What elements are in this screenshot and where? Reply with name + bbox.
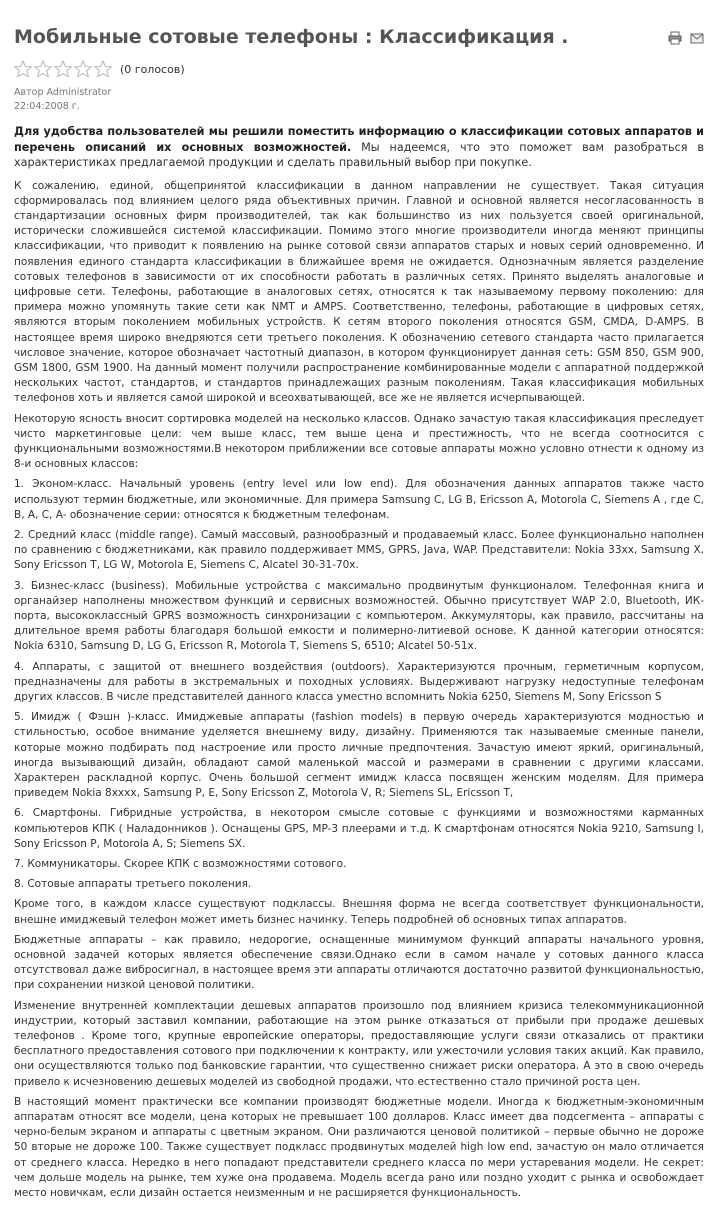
paragraph: Некоторую ясность вносит сортировка моделей на несколько классов. Однако зачастую такая классификация преследует чисто маркетинговые цели: чем выше класс, тем выше цена и престижность, что не всегда соотносится с функциональными возможностями.В некотором приближении все сотовые аппараты можно условно отнести к одному из 8-и основных классов: bbox=[14, 412, 704, 471]
article-body bbox=[14, 124, 704, 1206]
paragraph: 5. Имидж ( Фэшн )-класс. Имиджевые аппараты (fashion models) в первую очередь характеризуются модностью и стильностью, особое внимание уделяется внешнему виду, дизайну. Применяются так называемые сменные панели, которые можно подбирать под настроение или просто личные предпочтения. Зачастую имеют яркий, оригинальный, иногда вызывающий дизайн, обладают самой маленькой массой и размерами в сравнении с другими классами. Характерен раскладной корпус. Очень большой сегмент имидж класса посвящен женским моделям. Для примера приведем Nokia 8xxxx, Samsung P, E, Sony Ericsson Z, Motorola V, R; Siemens SL, Ericsson T, bbox=[14, 711, 704, 800]
paragraph: 4. Аппараты, с защитой от внешнего воздействия (outdoors). Характеризуются прочным, герметичным корпусом, предназначены для работы в экстремальных и походных условиях. Выдерживают нагрузку недоступные телефонам других классов. В числе представителей данного класса уместно вспомнить Nokia 6250, Siemens M, Sony Ericsson S bbox=[14, 660, 704, 703]
paragraph: 8. Сотовые аппараты третьего поколения. bbox=[14, 878, 252, 891]
email-icon[interactable] bbox=[690, 30, 704, 44]
print-icon[interactable] bbox=[668, 30, 682, 44]
paragraph: 3. Бизнес-класс (business). Мобильные устройства с максимально продвинутым функционалом. Телефонная книга и органайзер наполнены множеством функций и сервисных возможностей. Обычно присутствует WAP 2.0, Bluetooth, ИК-порта, высококлассный GPRS возможность синхронизации с компьютером. Аккумуляторы, как правило, рассчитаны на длительное время работы благодаря большой емкости и полимерно-литиевой основе. К данной категории относятся: Nokia 6310, Samsung D, LG G, Ericsson R, Motorola T, Siemens S, 6510; Alcatel 50-51x. bbox=[14, 579, 704, 653]
paragraph: 1. Эконом-класс. Начальный уровень (entry level или low end). Для обозначения данных аппаратов также часто используют термин бюджетные, или экономичные. Для примера Samsung C, LG B, Ericsson A, Motorola C, Siemens A , где C, B, A, C, A- обозначение серии: относятся к бюджетным телефонам. bbox=[14, 478, 704, 521]
page-title: Мобильные сотовые телефоны : Классификация . bbox=[14, 26, 569, 48]
article-meta bbox=[14, 86, 111, 114]
votes-count: (0 голосов) bbox=[120, 62, 185, 76]
star-icon[interactable] bbox=[14, 60, 32, 78]
article-tools bbox=[668, 30, 704, 44]
paragraph: Изменение внутренней комплектации дешевых аппаратов произошло под влиянием кризиса телекоммуникационной индустрии, который заставил компании, работающие на этом рынке отказаться от прибыли при продаже дешевых телефонов . Кроме того, крупные европейские операторы, предоставляющие услуги связи отказались от практики бесплатного предоставления сотового при подключении к контракту, или ужесточили условия таких акций. Как правило, они осуществляются только под банковские гарантии, что существенно снижает риски оператора. А это в свою очередь привело к исчезновению дешевых моделей из свободной продажи, что естественно стало причиной роста цен. bbox=[14, 999, 704, 1088]
author-line: Автор Administrator bbox=[14, 87, 112, 98]
paragraph: Бюджетные аппараты – как правило, недорогие, оснащенные минимумом функций аппараты начального уровня, основной задачей которых является обеспечение связи.Однако если в самом начале у сотовых данного класса отсутствовал даже виброcигнал, в настоящее время эти аппараты отличаются достаточно развитой функциональностью, при сохранении низкой ценовой политики. bbox=[14, 933, 704, 992]
star-icon[interactable] bbox=[74, 60, 92, 78]
date-line: 22:04:2008 г. bbox=[14, 101, 80, 112]
paragraph: 2. Средний класс (middle range). Самый массовый, разнообразный и продаваемый класс. Более функционально наполнен по сравнению с бюджетниками, как правило поддерживает MMS, GPRS, Java, WAP. Представители: Nokia 33xx, Samsung X, Sony Ericsson T, LG W, Motorola E, Siemens C, Alcatel 30-31-70x. bbox=[14, 528, 704, 572]
paragraph: 7. Коммуникаторы. Скорее КПК с возможностями сотового. bbox=[14, 858, 347, 871]
paragraph: 6. Смартфоны. Гибридные устройства, в некотором смысле сотовые с функциями и возможностями карманных компьютеров КПК ( Наладонников ). Оснащены GPS, MP-3 плеерами и т.д. К смартфонам относятся Nokia 9210, Samsung I, Sony Ericsson P, Motorola A, S; Siemens SX. bbox=[14, 807, 704, 850]
paragraph: В настоящий момент практически все компании производят бюджетные модели. Иногда к бюджетным-экономичным аппаратам относят все модели, цена которых не превышает 100 долларов. Класс имеет два подсегмента – аппараты с черно-белым экраном и аппараты с цветным экраном. Они различаются ценовой политикой – первые обычно не дороже 50 вторые не дороже 100. Также существует подкласс продвинутых моделей high low end, зачастую он мало отличается от среднего класса. Нередко в него попадают представители среднего класса по мери устаревания модели. Не секрет: чем дольше модель на рынке, тем хуже она продавема. Модель всегда рано или поздно уходит с рынка и освобождает место новичкам, если дизайн остается неизменным и не расширяется функциональность. bbox=[14, 1095, 704, 1200]
star-icon[interactable] bbox=[34, 60, 52, 78]
intro-rest: Мы надеемся, что это поможет вам разобраться в характеристиках предлагаемой продукции и сделать правильный выбор при покупке. bbox=[14, 140, 704, 169]
intro-bold: Для удобства пользователей мы решили поместить информацию о классификации сотовых аппаратов и перечень описаний их основных возможностей. bbox=[14, 125, 704, 154]
rating-widget bbox=[14, 60, 185, 78]
star-icon[interactable] bbox=[94, 60, 112, 78]
intro-paragraph bbox=[14, 124, 704, 171]
paragraph: Кроме того, в каждом классе существуют подклассы. Внешняя форма не всегда соответствует функциональности, внешне имиджевый телефон может иметь бизнес начинку. Теперь подробней об основных типах аппаратов. bbox=[14, 898, 704, 926]
star-icon[interactable] bbox=[54, 60, 72, 78]
paragraph: К сожалению, единой, общепринятой классификации в данном направлении не существует. Такая ситуация сформировалась под влиянием целого ряда объективных причин. Главной и основной является несогласованность в стандартизации основных фирм производителей, так как большинство из них пользуется своей оригинальной, исторически сложившейся системой классификации. Помимо этого многие производители иногда меняют принципы классификации, что приводит к появлению на рынке сотовой связи аппаратов старых и новых серий одновременно. И появления единого стандарта классификации в ближайшее время не ожидается. Однозначным является разделение сотовых телефонов в зависимости от их способности работать в различных сетях. Принято выделять аналоговые и цифровые сети. Телефоны, работающие в аналоговых сетях, относятся к так называемому первому поколению: для примера можно упомянуть такие сети как NMT и AMPS. Соответственно, телефоны, работающие в цифровых сетях, являются вторым поколением мобильных устройств. К сетям второго поколения относятся GSM, CMDA, D-AMPS. В настоящее время широко внедряются сети третьего поколения. К обозначению сетевого стандарта часто прилагается числовое значение, которое обозначает частотный диапазон, в котором функционирует данная сеть: GSM 850, GSM 900, GSM 1800, GSM 1900. На данный момент получили распространение комбинированные модели с аппаратной поддержкой нескольких частот, стандартов, и стандартов принадлежащих разным поколениям. Такая классификация мобильных телефонов хоть и является самой широкой и всеохватывающей, все же не является исчерпывающей. bbox=[14, 179, 704, 405]
